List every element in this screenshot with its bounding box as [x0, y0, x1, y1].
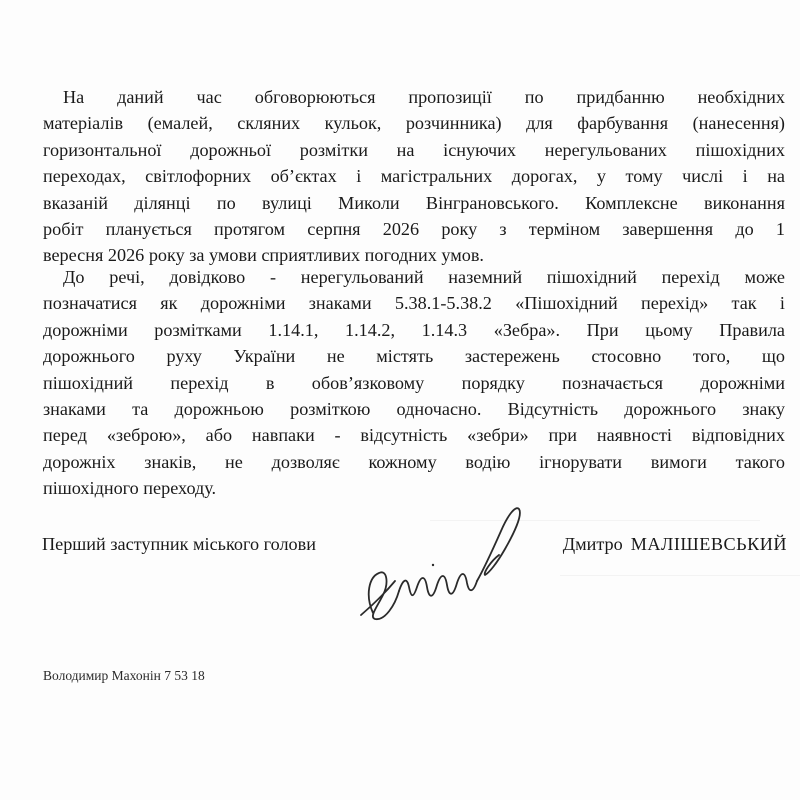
- paragraph-line: На даний час обговорюються пропозиції по придбанню необхідних: [63, 87, 785, 107]
- paragraph-line: робіт планується протягом серпня 2026 року з терміном завершення до 1: [43, 219, 785, 240]
- show-through-mark: [430, 520, 760, 527]
- body-paragraph-1: [43, 84, 785, 269]
- show-through-mark: [560, 575, 800, 582]
- paragraph-line: пішохідний перехід в обов’язковому порядку позначається дорожніми: [43, 372, 785, 393]
- paragraph-line: дорожніх знаків, не дозволяє кожному водію ігнорувати вимоги такого: [43, 451, 785, 472]
- body-paragraph-2: [43, 264, 785, 502]
- paragraph-line: переходах, світлофорних об’єктах і магістральних дорогах, у тому числі і на: [43, 166, 785, 187]
- paragraph-line: матеріалів (емалей, скляних кульок, розчинника) для фарбування (нанесення): [43, 113, 785, 134]
- paragraph-line: знаками та дорожньою розміткою одночасно. Відсутність дорожнього знаку: [43, 399, 785, 420]
- paragraph-line: До речі, довідково - нерегульований наземний пішохідний перехід може: [63, 267, 785, 287]
- signer-last-name: МАЛІШЕВСЬКИЙ: [630, 534, 787, 554]
- executor-contact: [43, 668, 205, 684]
- signer-position: Перший заступник міського голови: [42, 534, 316, 554]
- paragraph-line: вказаній ділянці по вулиці Миколи Вінграновського. Комплексне виконання: [43, 192, 785, 213]
- paragraph-line: горизонтальної дорожньої розмітки на існуючих нерегульованих пішохідних: [43, 139, 785, 160]
- paragraph-line: дорожніми розмітками 1.14.1, 1.14.2, 1.14.3 «Зебра». При цьому Правила: [43, 319, 785, 340]
- signer-first-name: Дмитро: [562, 534, 623, 554]
- paragraph-line: позначатися як дорожніми знаками 5.38.1-5.38.2 «Пішохідний перехід» так і: [43, 293, 785, 314]
- executor-phone: 7 53 18: [164, 668, 205, 683]
- handwritten-signature-image: [355, 495, 535, 635]
- signer-name: [563, 534, 787, 555]
- executor-name: Володимир Махонін: [43, 668, 161, 683]
- paragraph-line: перед «зеброю», або навпаки - відсутність «зебри» при наявності відповідних: [43, 425, 785, 446]
- paragraph-line: вересня 2026 року за умови сприятливих погодних умов.: [43, 245, 484, 266]
- paragraph-line: дорожнього руху України не містять застережень стосовно того, що: [43, 346, 785, 367]
- paragraph-line: пішохідного переходу.: [43, 478, 217, 499]
